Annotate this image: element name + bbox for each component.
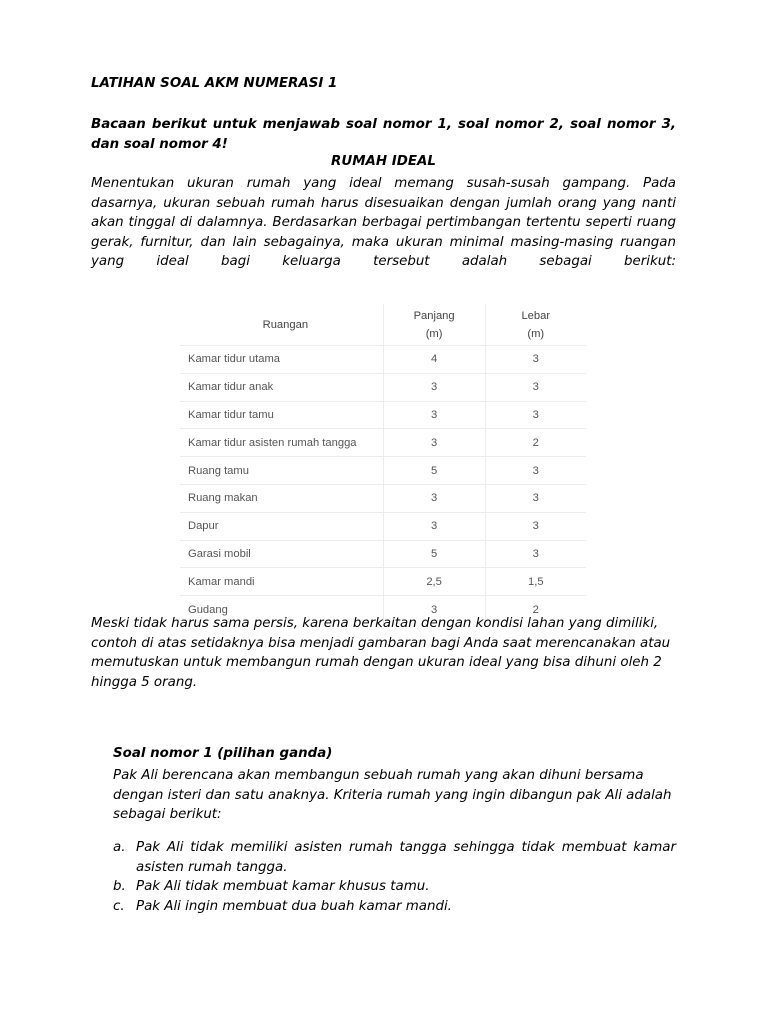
- table-row: [180, 484, 586, 512]
- room-length: 3: [383, 429, 485, 457]
- list-item: [113, 877, 676, 897]
- room-length: 3: [383, 373, 485, 401]
- list-item-label: a.: [113, 840, 126, 855]
- room-width: 3: [485, 401, 586, 429]
- question-criteria-list: [113, 838, 676, 916]
- header-length: [383, 304, 485, 346]
- section-title: RUMAH IDEAL: [331, 154, 436, 169]
- room-length: 4: [383, 346, 485, 374]
- table-row: [180, 540, 586, 568]
- room-length: 3: [383, 512, 485, 540]
- room-length: 5: [383, 540, 485, 568]
- room-width: 3: [485, 373, 586, 401]
- table-row: [180, 512, 586, 540]
- room-width: 3: [485, 512, 586, 540]
- room-length: 3: [383, 401, 485, 429]
- room-name: Ruang tamu: [180, 457, 383, 485]
- table-row: [180, 373, 586, 401]
- room-name: Kamar tidur asisten rumah tangga: [180, 429, 383, 457]
- room-name: Gudang: [180, 596, 383, 623]
- room-length: 2,5: [383, 568, 485, 596]
- room-width: 3: [485, 346, 586, 374]
- room-name: Kamar tidur anak: [180, 373, 383, 401]
- list-item-text: Pak Ali tidak membuat kamar khusus tamu.: [136, 879, 430, 895]
- header-length-unit: (m): [425, 327, 443, 340]
- room-width: 3: [485, 484, 586, 512]
- list-item-text: Pak Ali tidak memiliki asisten rumah tangga sehingga tidak membuat kamar asisten rumah tangga.: [136, 840, 676, 875]
- header-room: Ruangan: [180, 304, 383, 346]
- intro-instruction: Bacaan berikut untuk menjawab soal nomor 1, soal nomor 2, soal nomor 3, dan soal nomor 4!: [91, 117, 676, 152]
- list-item: [113, 897, 676, 917]
- room-name: Kamar tidur utama: [180, 346, 383, 374]
- question-text: Pak Ali berencana akan membangun sebuah rumah yang akan dihuni bersama dengan isteri dan satu anaknya. Kriteria rumah yang ingin dibangun pak Ali adalah sebagai berikut:: [113, 768, 672, 823]
- table-row: [180, 401, 586, 429]
- header-width-label: Lebar: [521, 309, 551, 322]
- table-row: [180, 346, 586, 374]
- list-item: [113, 838, 676, 877]
- document-title: LATIHAN SOAL AKM NUMERASI 1: [91, 76, 338, 91]
- room-name: Kamar tidur tamu: [180, 401, 383, 429]
- room-length: 3: [383, 484, 485, 512]
- room-name: Dapur: [180, 512, 383, 540]
- header-width-unit: (m): [527, 327, 545, 340]
- paragraph-note: Meski tidak harus sama persis, karena berkaitan dengan kondisi lahan yang dimiliki, contoh di atas setidaknya bisa menjadi gambaran bagi Anda saat merencanakan atau memutuskan untuk membangun rumah dengan ukuran ideal yang bisa dihuni oleh 2 hingga 5 orang.: [91, 616, 671, 690]
- room-size-table: [180, 304, 586, 623]
- list-item-label: b.: [113, 879, 126, 895]
- table-row: [180, 457, 586, 485]
- header-length-label: Panjang: [413, 309, 455, 322]
- list-item-label: c.: [113, 898, 125, 914]
- table-row: [180, 429, 586, 457]
- header-width: [485, 304, 586, 346]
- room-width: 3: [485, 457, 586, 485]
- room-width: 2: [485, 596, 586, 623]
- room-name: Garasi mobil: [180, 540, 383, 568]
- room-name: Ruang makan: [180, 484, 383, 512]
- room-width: 1,5: [485, 568, 586, 596]
- table-header-row: [180, 304, 586, 346]
- room-width: 2: [485, 429, 586, 457]
- room-name: Kamar mandi: [180, 568, 383, 596]
- room-length: 5: [383, 457, 485, 485]
- list-item-text: Pak Ali ingin membuat dua buah kamar mandi.: [136, 898, 452, 914]
- table-row: [180, 568, 586, 596]
- paragraph-intro: Menentukan ukuran rumah yang ideal memang susah-susah gampang. Pada dasarnya, ukuran sebuah rumah harus disesuaikan dengan jumlah orang yang nanti akan tinggal di dalamnya. Berdasarkan berbagai pertimbangan tertentu seperti ruang gerak, furnitur, dan lain sebagainya, maka ukuran minimal masing-masing ruangan yang ideal bagi keluarga tersebut adalah sebagai berikut:: [91, 176, 676, 270]
- room-length: 3: [383, 596, 485, 623]
- question-heading: Soal nomor 1 (pilihan ganda): [113, 746, 333, 761]
- room-width: 3: [485, 540, 586, 568]
